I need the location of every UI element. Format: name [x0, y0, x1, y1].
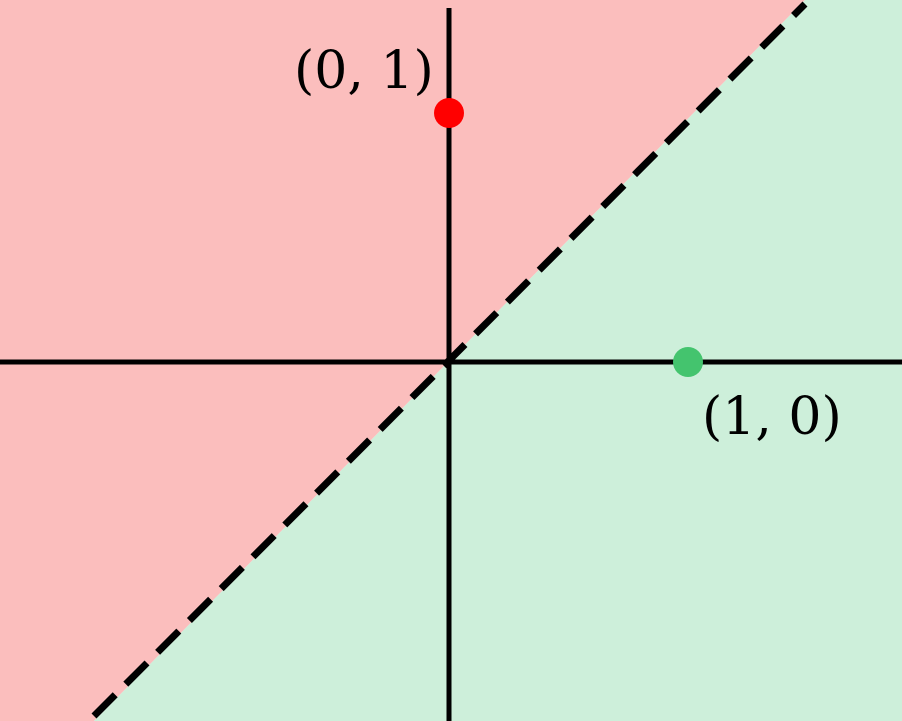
point-0-1 [434, 98, 464, 128]
point-1-0-label: (1, 0) [702, 387, 842, 447]
point-0-1-label: (0, 1) [294, 41, 434, 101]
point-1-0 [673, 347, 703, 377]
